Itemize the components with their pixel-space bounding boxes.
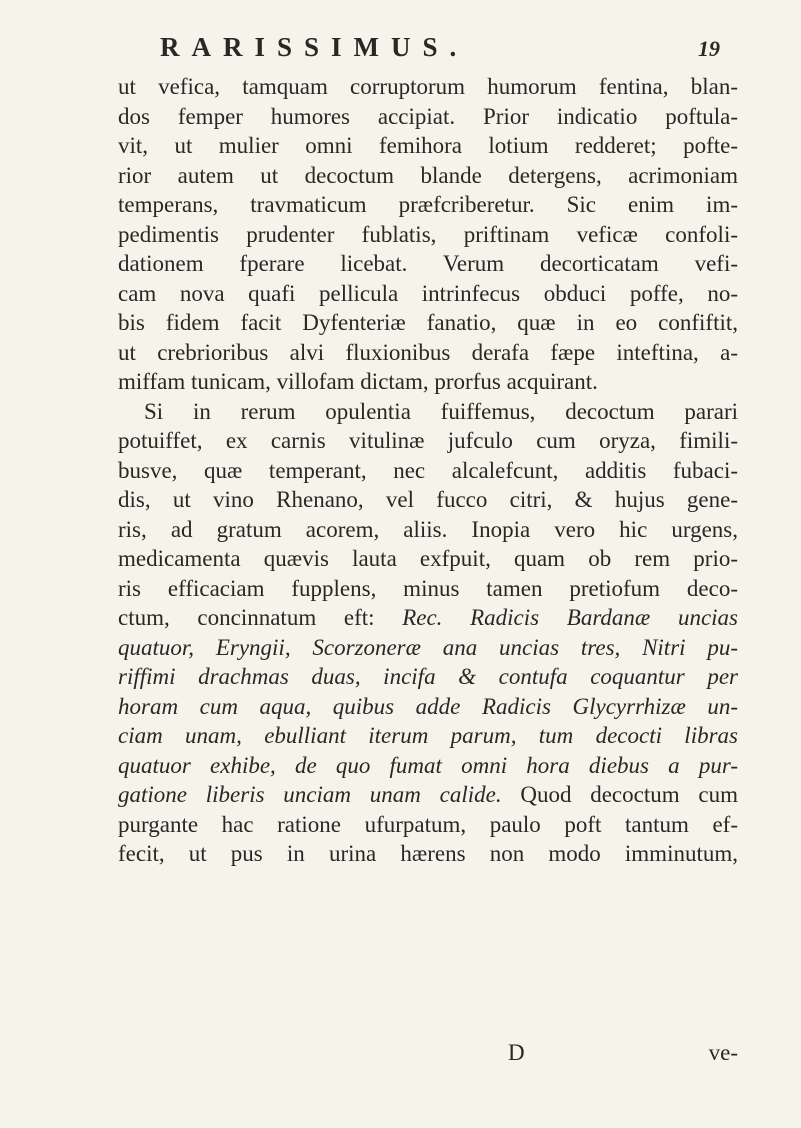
text-line xyxy=(118,515,738,545)
text-segment: ut crebrioribus alvi fluxionibus derafa fæpe inteftina, a- xyxy=(118,339,738,365)
text-line xyxy=(118,338,738,368)
text-segment: dos femper humores accipiat. Prior indicatio poftula- xyxy=(118,103,738,129)
text-line xyxy=(118,308,738,338)
italic-segment: Rec. Radicis Bardanæ uncias xyxy=(402,605,738,630)
text-segment: vit, ut mulier omni femihora lotium redderet; pofte- xyxy=(118,133,738,158)
text-line xyxy=(118,220,738,250)
text-segment: Si in rerum opulentia fuiffemus, decoctum parari xyxy=(144,398,738,424)
italic-segment: riffimi drachmas duas, incifa & contufa coquantur per xyxy=(118,664,738,689)
text-line xyxy=(118,603,738,633)
text-segment: potuiffet, ex carnis vitulinæ jufculo cum oryza, fimili- xyxy=(118,428,738,453)
body-text xyxy=(118,72,738,869)
text-segment: dationem fperare licebat. Verum decorticatam vefi- xyxy=(118,251,738,276)
text-line xyxy=(118,367,738,397)
text-line xyxy=(118,721,738,751)
text-line xyxy=(118,397,738,427)
signature-mark: D xyxy=(508,1040,525,1065)
text-line xyxy=(118,161,738,191)
catchword: ve- xyxy=(708,1040,738,1065)
text-segment: ris, ad gratum acorem, aliis. Inopia vero hic urgens, xyxy=(118,516,738,542)
text-line xyxy=(118,72,738,102)
italic-segment: ciam unam, ebulliant iterum parum, tum decocti libras xyxy=(118,723,738,748)
text-line xyxy=(118,692,738,722)
text-segment: temperans, travmaticum præfcriberetur. Sic enim im- xyxy=(118,192,738,217)
text-line xyxy=(118,426,738,456)
text-line xyxy=(118,131,738,161)
text-segment: medicamenta quævis lauta exfpuit, quam ob rem prio- xyxy=(118,546,738,571)
running-title: RARISSIMUS. xyxy=(160,32,469,62)
text-line xyxy=(118,249,738,279)
text-segment: purgante hac ratione ufurpatum, paulo poft tantum ef- xyxy=(118,811,738,837)
text-segment: miffam tunicam, villofam dictam, prorfus acquirant. xyxy=(118,369,598,394)
text-line xyxy=(118,633,738,663)
text-line xyxy=(118,780,738,810)
text-line xyxy=(118,485,738,515)
text-segment: rior autem ut decoctum blande detergens, acrimoniam xyxy=(118,162,738,188)
text-line xyxy=(118,662,738,692)
text-line xyxy=(118,810,738,840)
page-number: 19 xyxy=(698,36,720,61)
italic-segment: quatuor, Eryngii, Scorzoneræ ana uncias tres, Nitri pu- xyxy=(118,634,738,660)
text-line xyxy=(118,102,738,132)
text-segment: pedimentis prudenter fublatis, priftinam veficæ confoli- xyxy=(118,221,738,247)
text-line xyxy=(118,279,738,309)
text-line xyxy=(118,839,738,869)
text-segment: fecit, ut pus in urina hærens non modo imminutum, xyxy=(118,841,738,866)
text-segment: bis fidem facit Dyfenteriæ fanatio, quæ in eo confiftit, xyxy=(118,310,738,335)
italic-segment: gatione liberis unciam unam calide. xyxy=(118,782,502,807)
running-header xyxy=(160,32,720,72)
text-segment: ctum, concinnatum eft: xyxy=(118,605,403,630)
text-line xyxy=(118,544,738,574)
text-segment: ut vefica, tamquam corruptorum humorum fentina, blan- xyxy=(118,74,738,99)
text-segment: Quod decoctum cum xyxy=(501,782,738,807)
text-line xyxy=(118,751,738,781)
page-footer xyxy=(118,1040,738,1070)
text-segment: cam nova quafi pellicula intrinfecus obduci poffe, no- xyxy=(118,280,738,306)
text-segment: busve, quæ temperant, nec alcalefcunt, additis fubaci- xyxy=(118,457,738,483)
italic-segment: quatuor exhibe, de quo fumat omni hora diebus a pur- xyxy=(118,752,738,778)
text-line xyxy=(118,190,738,220)
text-segment: dis, ut vino Rhenano, vel fucco citri, & hujus gene- xyxy=(118,487,738,512)
italic-segment: horam cum aqua, quibus adde Radicis Glycyrrhizæ un- xyxy=(118,693,738,719)
text-line xyxy=(118,574,738,604)
text-line xyxy=(118,456,738,486)
text-segment: ris efficaciam fupplens, minus tamen pretiofum deco- xyxy=(118,575,738,601)
